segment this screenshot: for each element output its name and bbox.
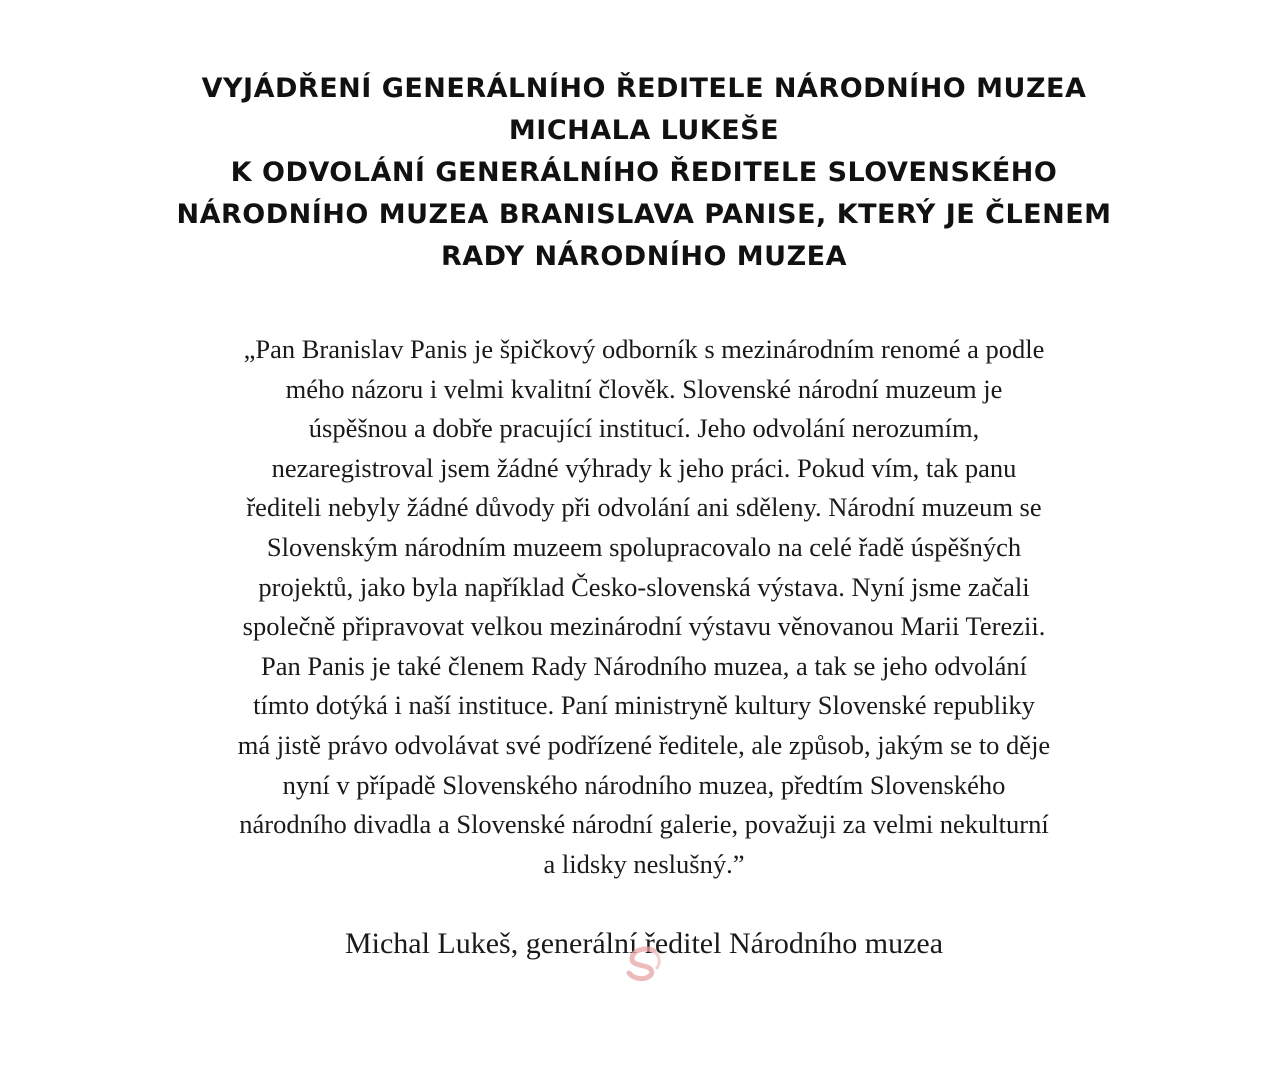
quote-line: má jistě právo odvolávat své podřízené ředitele, ale způsob, jakým se to děje	[237, 729, 1051, 760]
quote-line: nyní v případě Slovenského národního muzea, předtím Slovenského	[282, 769, 1006, 800]
quote-line: Slovenským národním muzeem spolupracovalo na celé řadě úspěšných	[266, 531, 1022, 562]
quote-line: tímto dotýká i naší instituce. Paní ministryně kultury Slovenské republiky	[253, 690, 1035, 721]
heading-line: K ODVOLÁNÍ GENERÁLNÍHO ŘEDITELE SLOVENSKÉHO	[230, 157, 1058, 188]
heading-line: NÁRODNÍHO MUZEA BRANISLAVA PANISE, KTERÝ JE ČLENEM	[176, 199, 1112, 230]
s-logo-icon	[623, 946, 669, 982]
heading-line: VYJÁDŘENÍ GENERÁLNÍHO ŘEDITELE NÁRODNÍHO MUZEA	[201, 73, 1087, 104]
quote-line: společně připravovat velkou mezinárodní výstavu věnovanou Marii Terezii.	[242, 611, 1046, 642]
quote-line: Pan Panis je také členem Rady Národního muzea, a tak se jeho odvolání	[260, 650, 1028, 681]
quote-line: národního divadla a Slovenské národní galerie, považuji za velmi nekulturní	[239, 809, 1049, 840]
quote-line: „Pan Branislav Panis je špičkový odborník s mezinárodním renomé a podle	[243, 334, 1045, 364]
heading-line: RADY NÁRODNÍHO MUZEA	[440, 241, 848, 272]
quote-line: úspěšnou a dobře pracující institucí. Jeho odvolání nerozumím,	[308, 413, 980, 444]
quote-line: řediteli nebyly žádné důvody při odvolání ani sděleny. Národní muzeum se	[246, 492, 1042, 523]
statement-signature: Michal Lukeš, generální ředitel Národního muzea	[344, 927, 944, 960]
heading-line: MICHALA LUKEŠE	[508, 115, 780, 146]
quote-line: projektů, jako byla například Česko-slovenská výstava. Nyní jsme začali	[258, 571, 1030, 602]
quote-line: nezaregistroval jsem žádné výhrady k jeho práci. Pokud vím, tak panu	[271, 452, 1017, 483]
statement-heading	[144, 68, 1144, 278]
quote-line: a lidsky neslušný.”	[543, 848, 745, 879]
statement-quote	[134, 330, 1154, 884]
quote-line: mého názoru i velmi kvalitní člověk. Slovenské národní muzeum je	[285, 373, 1003, 404]
